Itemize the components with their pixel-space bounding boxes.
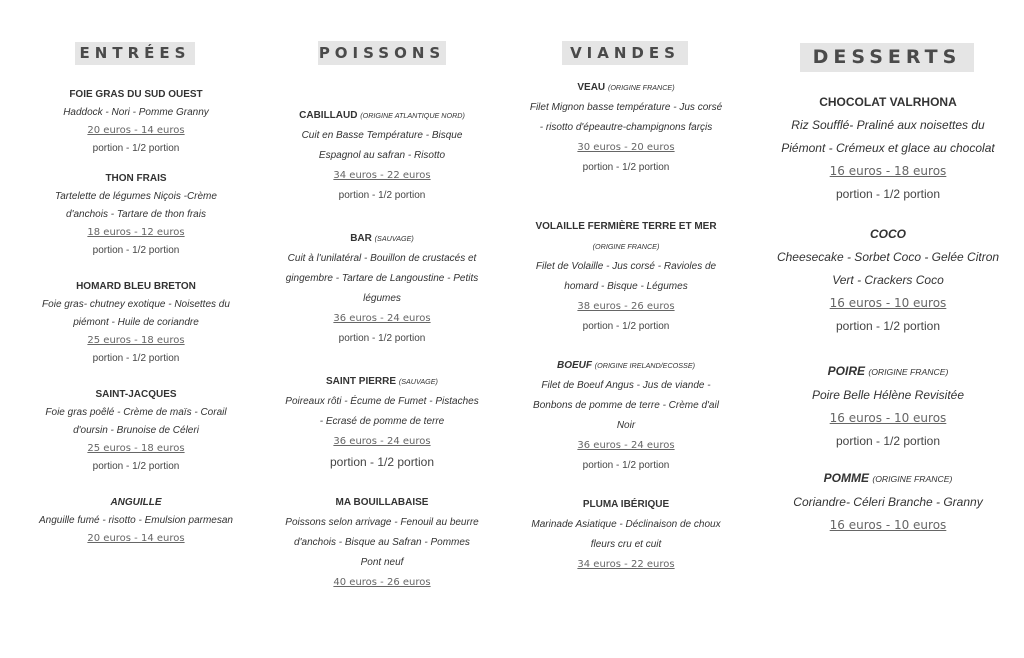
dish-origin: (ORIGINE IRELAND/ECOSSE) — [594, 361, 696, 370]
dish-description: Anguille fumé - risotto - Emulsion parmesan — [39, 515, 233, 526]
dish-name — [528, 78, 724, 98]
dish-description: Cheesecake - Sorbet Coco - Gelée Citron Vert - Crackers Coco — [776, 250, 1000, 287]
dish-price: 16 euros - 10 euros — [829, 411, 947, 425]
dish-price: 18 euros - 12 euros — [87, 227, 185, 238]
dish-volaille — [528, 217, 724, 337]
dish-name — [284, 106, 480, 126]
dish-origin: (ORIGINE FRANCE) — [868, 367, 949, 377]
dish-portion: portion - 1/2 portion — [835, 187, 941, 201]
dish-portion: portion - 1/2 portion — [582, 321, 670, 332]
dish-description: Filet de Boeuf Angus - Jus de viande - Bonbons de pomme de terre - Crème d'ail Noir — [533, 380, 719, 431]
dish-name-text: POMME — [823, 471, 869, 485]
dish-description: Filet de Volaille - Jus corsé - Ravioles de homard - Bisque - Légumes — [535, 261, 717, 292]
dish-price: 20 euros - 14 euros — [87, 125, 185, 136]
entrees-heading: ENTRÉES — [75, 42, 195, 65]
dish-homard — [36, 278, 236, 368]
dish-origin: (ORIGINE FRANCE) — [607, 83, 675, 92]
desserts-heading: DESSERTS — [800, 43, 974, 72]
dish-origin: (ORIGINE ATLANTIQUE NORD) — [360, 111, 465, 120]
dish-portion: portion - 1/2 portion — [92, 245, 180, 256]
dish-description: Filet Mignon basse température - Jus corsé - risotto d'épeautre-champignons farçis — [529, 102, 723, 133]
dish-description: Poissons selon arrivage - Fenouil au beurre d'anchois - Bisque au Safran - Pommes Pont neuf — [285, 517, 479, 568]
dish-name — [772, 467, 1004, 491]
dish-price: 36 euros - 24 euros — [333, 436, 431, 447]
dish-thon — [36, 170, 236, 260]
dish-description: Coriandre- Céleri Branche - Granny — [793, 495, 983, 509]
dish-portion: portion - 1/2 portion — [835, 434, 941, 448]
dish-coco — [772, 223, 1004, 338]
dish-portion: portion - 1/2 portion — [92, 461, 180, 472]
dish-name — [284, 229, 480, 249]
dish-name-text: VOLAILLE FERMIÈRE TERRE ET MER — [535, 221, 717, 232]
dish-price: 20 euros - 14 euros — [87, 533, 185, 544]
dish-bouillabaise — [284, 493, 480, 593]
dish-name: FOIE GRAS DU SUD OUEST — [69, 89, 203, 100]
dish-name-text: POIRE — [827, 364, 865, 378]
dish-saint-jacques — [36, 386, 236, 476]
dish-origin: (SAUVAGE) — [398, 377, 438, 386]
dish-name: ANGUILLE — [110, 497, 162, 508]
poissons-heading: POISSONS — [318, 41, 446, 65]
dish-description: Foie gras- chutney exotique - Noisettes du piémont - Huile de coriandre — [42, 299, 230, 328]
dish-description: Riz Soufflé- Praliné aux noisettes du Piémont - Crémeux et glace au chocolat — [781, 118, 995, 155]
dish-portion: portion - 1/2 portion — [338, 333, 426, 344]
dish-description: Poire Belle Hélène Revisitée — [811, 388, 965, 402]
dish-name — [528, 356, 724, 376]
dish-pomme — [772, 467, 1004, 537]
dish-origin: (ORIGINE FRANCE) — [592, 242, 660, 251]
dish-name-text: SAINT PIERRE — [326, 376, 397, 387]
dish-portion: portion - 1/2 portion — [582, 460, 670, 471]
dish-name — [528, 217, 724, 257]
dish-name: PLUMA IBÉRIQUE — [582, 499, 670, 510]
dish-portion: portion - 1/2 portion — [582, 162, 670, 173]
dish-portion: portion - 1/2 portion — [835, 319, 941, 333]
dish-price: 25 euros - 18 euros — [87, 335, 185, 346]
dish-chocolat — [772, 91, 1004, 206]
dish-description: Cuit à l'unilatéral - Bouillon de crustacés et gingembre - Tartare de Langoustine - Petits légumes — [285, 253, 479, 304]
dish-price: 30 euros - 20 euros — [577, 142, 675, 153]
dish-name: CHOCOLAT VALRHONA — [819, 95, 957, 109]
dish-origin: (SAUVAGE) — [374, 234, 414, 243]
dish-pluma — [528, 495, 724, 575]
dish-name — [284, 372, 480, 392]
dish-boeuf — [528, 356, 724, 476]
dish-name: SAINT-JACQUES — [95, 389, 177, 400]
dish-price: 36 euros - 24 euros — [333, 313, 431, 324]
dish-price: 16 euros - 18 euros — [829, 164, 947, 178]
dish-name: COCO — [870, 227, 906, 241]
dish-price: 25 euros - 18 euros — [87, 443, 185, 454]
dish-origin: (ORIGINE FRANCE) — [872, 474, 953, 484]
dish-price: 16 euros - 10 euros — [829, 296, 947, 310]
dish-portion: portion - 1/2 portion — [92, 353, 180, 364]
dish-price: 16 euros - 10 euros — [829, 518, 947, 532]
dish-price: 34 euros - 22 euros — [577, 559, 675, 570]
dish-description: Foie gras poêlé - Crème de maïs - Corail d'oursin - Brunoise de Céleri — [45, 407, 227, 436]
dish-price: 34 euros - 22 euros — [333, 170, 431, 181]
dish-foie-gras — [36, 86, 236, 158]
dish-anguille — [36, 494, 236, 548]
dish-price: 40 euros - 26 euros — [333, 577, 431, 588]
dish-name-text: BOEUF — [556, 360, 592, 371]
dish-name — [772, 360, 1004, 384]
dish-price: 36 euros - 24 euros — [577, 440, 675, 451]
dish-price: 38 euros - 26 euros — [577, 301, 675, 312]
dish-name: THON FRAIS — [105, 173, 167, 184]
dish-description: Cuit en Basse Température - Bisque Espagnol au safran - Risotto — [301, 130, 463, 161]
dish-portion: portion - 1/2 portion — [329, 455, 435, 469]
dish-name: MA BOUILLABAISE — [335, 497, 429, 508]
dish-description: Haddock - Nori - Pomme Granny — [63, 107, 209, 118]
dish-name-text: BAR — [350, 233, 372, 244]
dish-veau — [528, 78, 724, 178]
viandes-heading: VIANDES — [562, 41, 688, 65]
dish-description: Tartelette de légumes Niçois -Crème d'anchois - Tartare de thon frais — [55, 191, 217, 220]
dish-name-text: CABILLAUD — [299, 110, 358, 121]
dish-poire — [772, 360, 1004, 453]
dish-description: Poireaux rôti - Écume de Fumet - Pistaches - Ecrasé de pomme de terre — [285, 396, 479, 427]
dish-name: HOMARD BLEU BRETON — [76, 281, 196, 292]
dish-cabillaud — [284, 106, 480, 206]
dish-portion: portion - 1/2 portion — [92, 143, 180, 154]
dish-name-text: VEAU — [577, 82, 606, 93]
dish-bar — [284, 229, 480, 349]
dish-portion: portion - 1/2 portion — [338, 190, 426, 201]
dish-saint-pierre — [284, 372, 480, 472]
dish-description: Marinade Asiatique - Déclinaison de choux fleurs cru et cuit — [531, 519, 721, 550]
